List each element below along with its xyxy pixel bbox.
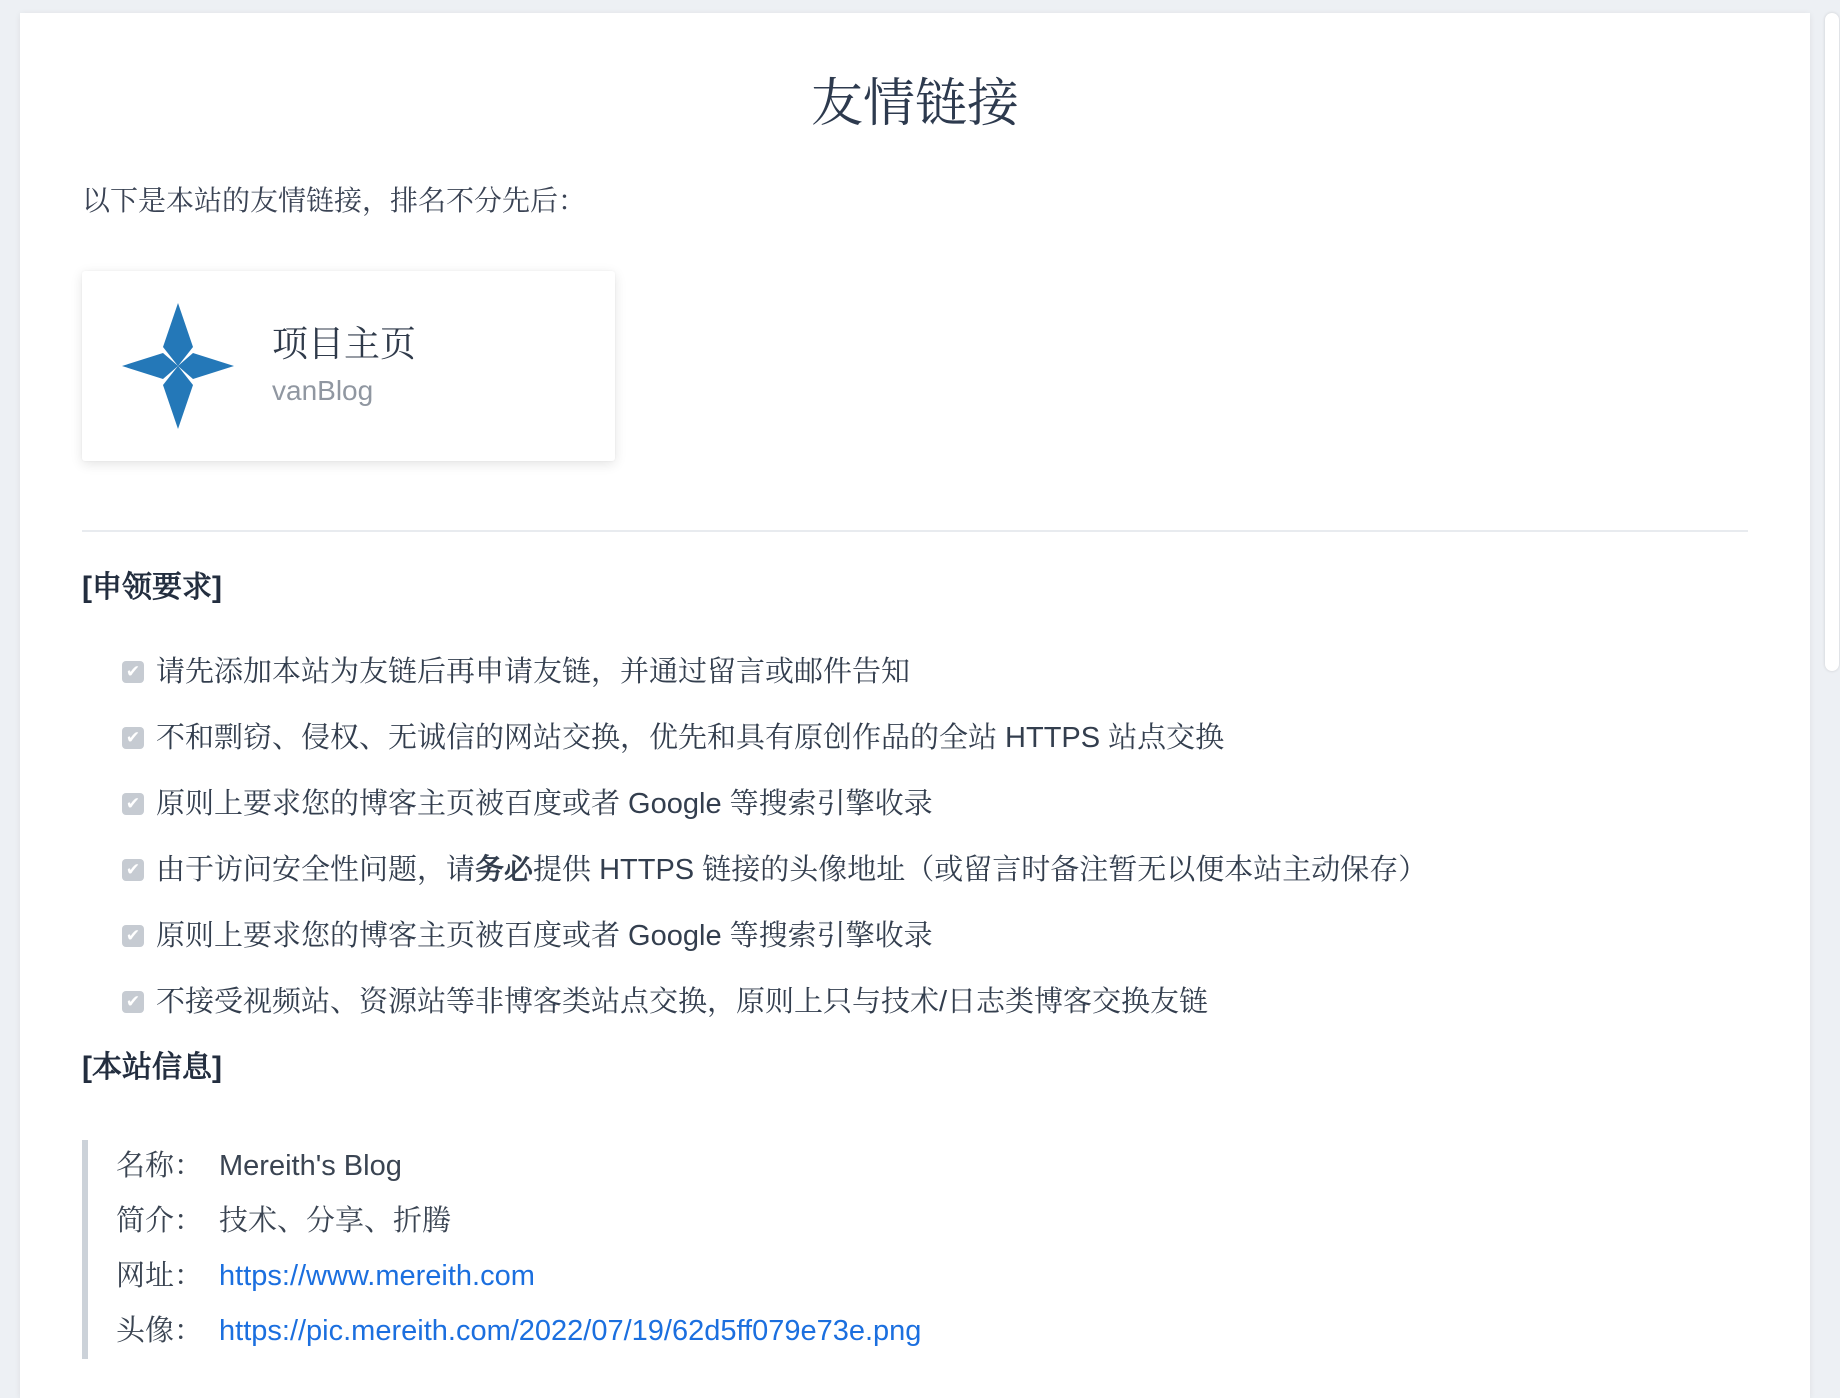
requirement-item (122, 718, 1748, 758)
requirement-text: 不和剽窃、侵权、无诚信的网站交换，优先和具有原创作品的全站 HTTPS 站点交换 (156, 722, 1225, 755)
checked-checkbox-icon: ✔ (122, 991, 144, 1013)
page-title: 友情链接 (810, 75, 1019, 133)
requirement-text: 不接受视频站、资源站等非博客类站点交换，原则上只与技术/日志类博客交换友链 (156, 986, 1209, 1019)
requirement-text-bold: 务必 (475, 854, 534, 887)
content-sheet (20, 13, 1810, 1398)
scrollbar-thumb[interactable] (1825, 13, 1839, 671)
requirement-text (156, 850, 1427, 890)
checked-checkbox-icon: ✔ (122, 859, 144, 881)
checked-checkbox-icon: ✔ (122, 727, 144, 749)
requirement-text: 请先添加本站为友链后再申请友链，并通过留言或邮件告知 (156, 656, 911, 689)
requirement-item (122, 652, 1748, 692)
intro-text: 以下是本站的友情链接，排名不分先后： (82, 185, 587, 217)
vanblog-star-icon (122, 303, 234, 429)
info-label: 网址： (116, 1260, 204, 1293)
card-subtitle: vanBlog (272, 375, 374, 407)
friend-link-card[interactable] (82, 271, 615, 461)
info-label: 名称： (116, 1150, 204, 1183)
requirement-item (122, 916, 1748, 956)
site-name-value: Mereith's Blog (219, 1150, 402, 1183)
requirement-item (122, 784, 1748, 824)
card-title: 项目主页 (272, 323, 417, 365)
info-row-url (116, 1256, 1748, 1296)
requirement-text-post: 提供 HTTPS 链接的头像地址（或留言时备注暂无以便本站主动保存） (533, 854, 1428, 887)
site-info-heading: [本站信息] (82, 1051, 222, 1085)
section-divider (82, 530, 1748, 532)
checked-checkbox-icon: ✔ (122, 925, 144, 947)
card-text (272, 321, 416, 411)
site-description-value: 技术、分享、折腾 (219, 1205, 452, 1238)
requirement-text-pre: 由于访问安全性问题，请 (156, 854, 476, 887)
site-info-block (82, 1140, 1748, 1359)
info-row-name (116, 1146, 1748, 1186)
avatar-url-link[interactable]: https://pic.mereith.com/2022/07/19/62d5ff079e73e.png (219, 1315, 922, 1348)
info-row-avatar (116, 1311, 1748, 1351)
requirements-list (82, 652, 1748, 1022)
site-url-link[interactable]: https://www.mereith.com (219, 1260, 535, 1293)
requirement-item (122, 850, 1748, 890)
checked-checkbox-icon: ✔ (122, 661, 144, 683)
info-row-description (116, 1201, 1748, 1241)
requirement-text: 原则上要求您的博客主页被百度或者 Google 等搜索引擎收录 (156, 920, 933, 953)
requirement-item (122, 982, 1748, 1022)
info-label: 头像： (116, 1315, 204, 1348)
checked-checkbox-icon: ✔ (122, 793, 144, 815)
requirement-text: 原则上要求您的博客主页被百度或者 Google 等搜索引擎收录 (156, 788, 933, 821)
scrollbar-track[interactable] (1824, 0, 1840, 1398)
requirements-heading: [申领要求] (82, 571, 222, 605)
info-label: 简介： (116, 1205, 204, 1238)
